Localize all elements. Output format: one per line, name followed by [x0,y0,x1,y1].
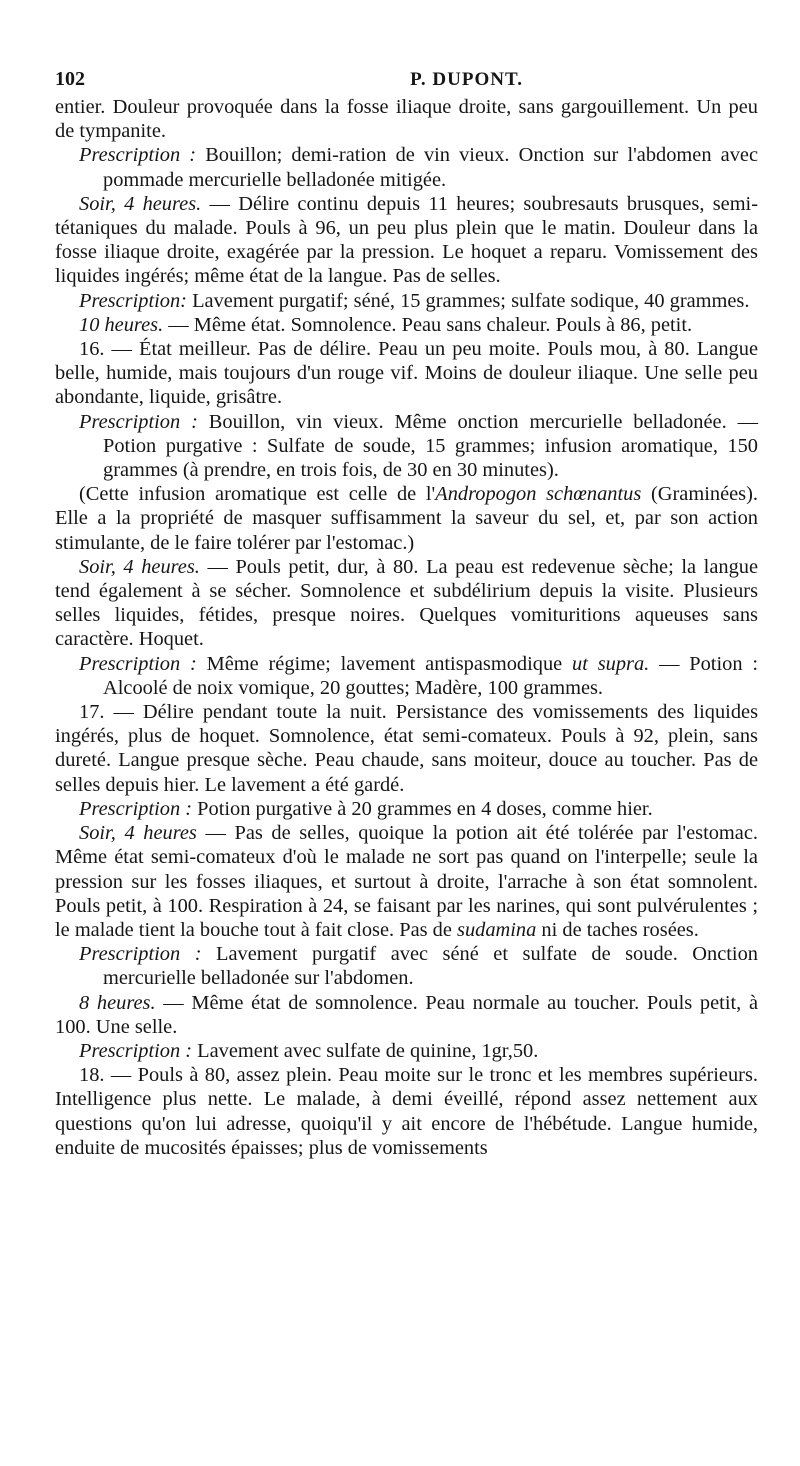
paragraph: (Cette infusion aromatique est celle de l'Andropogon schœnantus (Graminées). Elle a la propriété de masquer suffisamment la saveur du sel, et, par son action stimulante, de le faire tolérer par l'estomac.) [55,483,758,554]
prescription-paragraph: Prescription : Potion purgative à 20 grammes en 4 doses, comme hier. [79,797,653,820]
running-header [55,68,758,91]
prescription-paragraph: Prescription : Même régime; lavement antispasmodique ut supra. — Potion : Alcoolé de noix vomique, 20 gouttes; Madère, 100 grammes. [79,652,759,699]
paragraph: 18. — Pouls à 80, assez plein. Peau moite sur le tronc et les membres supérieurs. Intelligence plus nette. Le malade, à demi éveillé, répond assez nettement aux questions qu'on lui adresse, quoiqu'il y ait encore de l'hébétude. Langue humide, enduite de mucosités épaisses; plus de vomissements [55,1064,758,1159]
paragraph: 8 heures. — Même état de somnolence. Peau normale au toucher. Pouls petit, à 100. Une selle. [55,991,758,1038]
prescription-paragraph: Prescription : Lavement avec sulfate de quinine, 1gr,50. [79,1039,539,1062]
prescription-paragraph: Prescription : Bouillon; demi-ration de vin vieux. Onction sur l'abdomen avec pommade mercurielle belladonée mitigée. [79,144,758,191]
prescription-paragraph: Prescription : Bouillon, vin vieux. Même onction mercurielle belladonée. — Potion purgative : Sulfate de soude, 15 grammes; infusion aromatique, 150 grammes (à prendre, en trois fois, de 30 en 30 minutes). [79,410,758,482]
paragraph: 16. — État meilleur. Pas de délire. Peau un peu moite. Pouls mou, à 80. Langue belle, humide, mais toujours d'un rouge vif. Moins de douleur iliaque. Une selle peu abondante, liquide, grisâtre. [55,338,758,409]
paragraph: Soir, 4 heures. — Pouls petit, dur, à 80. La peau est redevenue sèche; la langue tend également à se sécher. Somnolence et subdélirium depuis la visite. Plusieurs selles liquides, fétides, presque noires. Quelques vomituritions aqueuses sans caractère. Hoquet. [55,555,759,651]
paragraph: Soir, 4 heures — Pas de selles, quoique la potion ait été tolérée par l'estomac. Même état semi-comateux d'où le malade ne sort pas quand on l'interpelle; seule la pression sur les fosses iliaques, et surtout à droite, l'arrache à son état somnolent. Pouls petit, à 100. Respiration à 24, se faisant par les narines, qui sont pulvérulentes ; le malade tient la bouche tout à fait close. Pas de sudamina ni de taches rosées. [55,822,758,941]
paragraph: 10 heures. — Même état. Somnolence. Peau sans chaleur. Pouls à 86, petit. [79,313,693,336]
paragraph: Soir, 4 heures. — Délire continu depuis 11 heures; soubresauts brusques, semi-tétaniques du malade. Pouls à 96, un peu plus plein que le matin. Douleur dans la fosse iliaque droite, exagérée par la pression. Le hoquet a reparu. Vomissement des liquides ingérés; même état de la langue. Pas de selles. [55,192,759,288]
running-title: P. DUPONT. [410,69,523,90]
prescription-paragraph: Prescription: Lavement purgatif; séné, 15 grammes; sulfate sodique, 40 grammes. [79,289,750,312]
prescription-paragraph: Prescription : Lavement purgatif avec séné et sulfate de soude. Onction mercurielle belladonée sur l'abdomen. [79,943,758,990]
paragraph: 17. — Délire pendant toute la nuit. Persistance des vomissements des liquides ingérés, plus de hoquet. Somnolence, état semi-comateux. Pouls à 92, plein, sans dureté. Langue presque sèche. Peau chaude, sans moiteur, douce au toucher. Pas de selles depuis hier. Le lavement a été gardé. [55,701,758,796]
paragraph: entier. Douleur provoquée dans la fosse iliaque droite, sans gargouillement. Un peu de tympanite. [55,96,758,143]
page-number: 102 [55,68,85,90]
